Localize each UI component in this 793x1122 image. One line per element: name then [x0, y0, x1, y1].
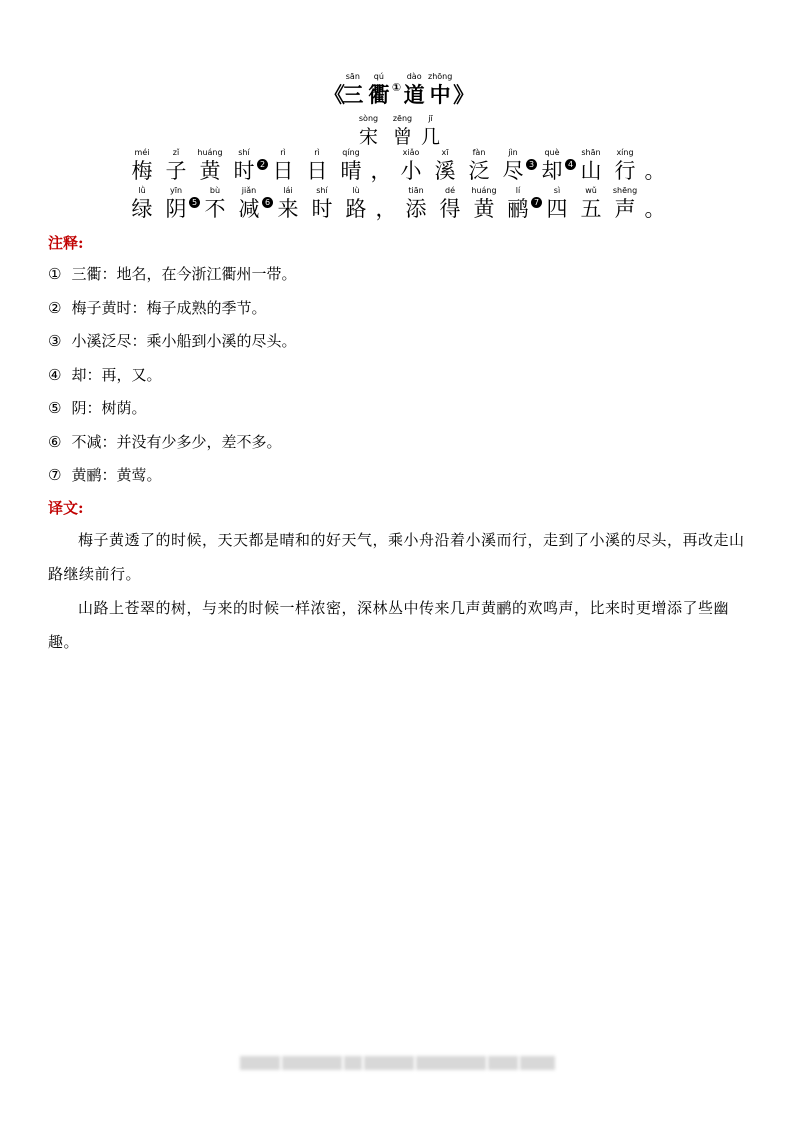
poem-period: 。 — [644, 197, 666, 221]
translation-heading: 译文: — [48, 499, 84, 517]
title-char: sān 三 — [342, 72, 364, 107]
poem-char: huáng 黄 — [197, 148, 223, 183]
note-item: ④ 却：再，又。 — [48, 365, 162, 384]
notes-list — [48, 262, 296, 497]
poem-char: lái 来 — [277, 186, 299, 221]
poem-char: lǜ 绿 — [131, 186, 153, 221]
poem-char: huáng 黄 — [471, 186, 497, 221]
poem-char: méi 梅 — [131, 148, 153, 183]
note-mark-2: 2 — [257, 159, 268, 170]
poem-char: shēng 声 — [612, 186, 638, 221]
note-mark-3: 3 — [526, 159, 537, 170]
note-item: ① 三衢：地名，在今浙江衢州一带。 — [48, 265, 297, 283]
poem-char: lù 路 — [345, 186, 367, 221]
poem-author — [0, 114, 793, 150]
poem-char: què 却 — [541, 148, 563, 183]
translation-paragraph-2: 山路上苍翠的树，与来的时候一样浓密，深林丛中传来几声黄鹂的欢鸣声，比来时更增添了些幽趣。 — [48, 599, 730, 651]
note-item: ③ 小溪泛尽：乘小船到小溪的尽头。 — [48, 332, 297, 350]
poem-comma: ， — [370, 159, 392, 183]
poem-char: yīn 阴 — [165, 186, 187, 221]
poem-char: lí 鹂 — [507, 186, 529, 221]
notes-heading: 注释: — [48, 234, 84, 252]
title-char: dào 道 — [403, 72, 425, 107]
poem-char: qíng 晴 — [340, 148, 362, 183]
note-item: ⑥ 不减：并没有少多少，差不多。 — [48, 432, 282, 451]
title-char: qú 衢 — [368, 72, 390, 107]
blurred-footer-watermark — [240, 1056, 555, 1070]
poem-char: rì 日 — [306, 148, 328, 183]
note-mark-7: 7 — [531, 197, 542, 208]
poem-char: zǐ 子 — [165, 148, 187, 183]
poem-char: jìn 尽 — [502, 148, 524, 183]
poem-line-1 — [0, 148, 793, 184]
poem-char: sì 四 — [546, 186, 568, 221]
note-mark-6: 6 — [262, 197, 273, 208]
poem-char: shí 时 — [233, 148, 255, 183]
poem-char: shí 时 — [311, 186, 333, 221]
poem-char: jiǎn 减 — [238, 186, 260, 221]
poem-char: dé 得 — [439, 186, 461, 221]
poem-char: rì 日 — [272, 148, 294, 183]
poem-line-2 — [0, 186, 793, 222]
poem-char: xíng 行 — [614, 148, 636, 183]
title-close-bracket: 》 — [453, 82, 475, 107]
poem-title — [0, 72, 793, 108]
poem-char: xī 溪 — [434, 148, 456, 183]
author-name-char: jī 几 — [420, 114, 440, 148]
poem-char: shān 山 — [580, 148, 602, 183]
author-name-char: zēng 曾 — [392, 114, 413, 148]
note-item: ⑤ 阴：树荫。 — [48, 399, 147, 417]
poem-char: tiān 添 — [405, 186, 427, 221]
poem-comma: ， — [375, 197, 397, 221]
poem-char: fàn 泛 — [468, 148, 490, 183]
poem-char: xiǎo 小 — [400, 148, 422, 183]
translation-paragraph-1: 梅子黄透了的时候，天天都是晴和的好天气，乘小舟沿着小溪而行，走到了小溪的尽头，再改走山路继续前行。 — [48, 531, 745, 583]
title-char: zhōng 中 — [428, 72, 453, 107]
poem-char: wǔ 五 — [580, 186, 602, 221]
note-item: ⑦ 黄鹂：黄莺。 — [48, 466, 162, 484]
note-mark-4: 4 — [565, 159, 576, 170]
title-note-mark: ① — [391, 81, 402, 94]
poem-char: bù 不 — [204, 186, 226, 221]
note-item: ② 梅子黄时：梅子成熟的季节。 — [48, 298, 267, 317]
title-open-bracket: 《 — [323, 82, 345, 107]
note-mark-5: 5 — [189, 197, 200, 208]
poem-period: 。 — [644, 159, 666, 183]
author-dynasty: sòng 宋 — [358, 114, 379, 148]
